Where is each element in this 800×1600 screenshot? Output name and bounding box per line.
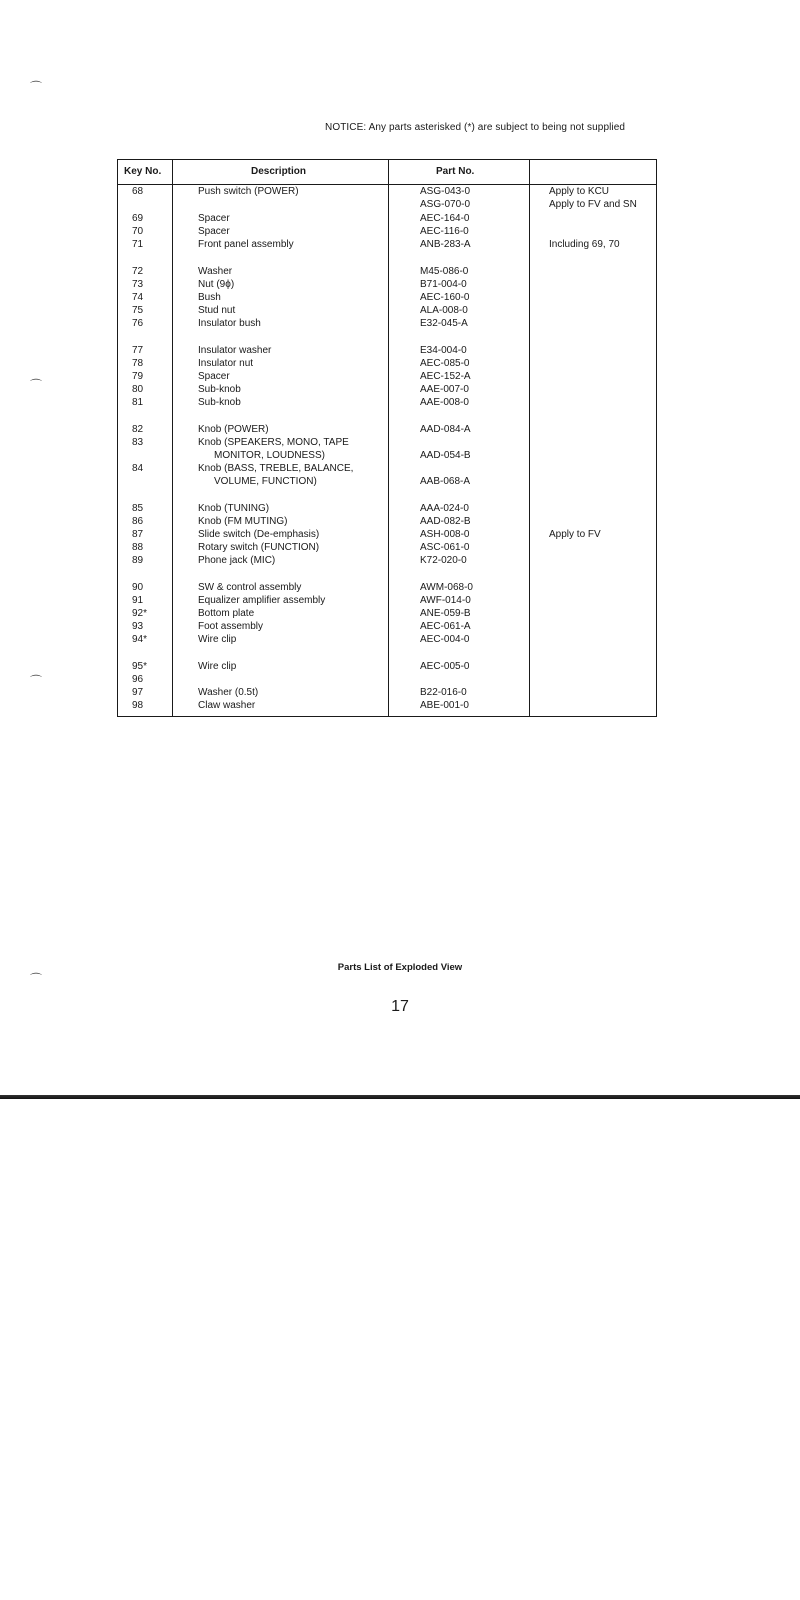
table-row xyxy=(118,357,656,370)
row-description: Claw washer xyxy=(198,700,256,711)
row-description: VOLUME, FUNCTION) xyxy=(214,476,317,487)
row-key-no: 84 xyxy=(132,463,144,474)
row-key-no: 83 xyxy=(132,437,144,448)
row-part-no: ASG-070-0 xyxy=(420,199,471,210)
scan-mark: ⌒ xyxy=(30,378,43,392)
row-description: Phone jack (MIC) xyxy=(198,555,276,566)
row-description: Insulator washer xyxy=(198,345,272,356)
row-remark: Apply to FV xyxy=(549,529,601,540)
table-row xyxy=(118,185,656,198)
row-part-no: AAD-082-B xyxy=(420,516,471,527)
table-row xyxy=(118,383,656,396)
row-part-no: AAE-008-0 xyxy=(420,397,469,408)
row-part-no: AWF-014-0 xyxy=(420,595,471,606)
row-description: Spacer xyxy=(198,226,230,237)
row-part-no: E32-045-A xyxy=(420,318,468,329)
row-description: Knob (POWER) xyxy=(198,424,269,435)
row-key-no: 98 xyxy=(132,700,144,711)
row-key-no: 75 xyxy=(132,305,144,316)
table-row xyxy=(118,660,656,673)
table-row xyxy=(118,370,656,383)
row-key-no: 76 xyxy=(132,318,144,329)
table-row xyxy=(118,541,656,554)
page-bottom-rule xyxy=(0,1095,800,1099)
row-key-no: 81 xyxy=(132,397,144,408)
row-remark: Apply to FV and SN xyxy=(549,199,637,210)
row-description: Wire clip xyxy=(198,634,237,645)
row-part-no: B71-004-0 xyxy=(420,279,467,290)
table-row xyxy=(118,607,656,620)
row-key-no: 93 xyxy=(132,621,144,632)
row-key-no: 90 xyxy=(132,582,144,593)
page-number: 17 xyxy=(391,998,409,1015)
table-row xyxy=(118,238,656,251)
table-row xyxy=(118,225,656,238)
row-key-no: 85 xyxy=(132,503,144,514)
table-row xyxy=(118,581,656,594)
table-row xyxy=(118,515,656,528)
row-part-no: AEC-152-A xyxy=(420,371,471,382)
row-description: Slide switch (De-emphasis) xyxy=(198,529,320,540)
row-key-no: 73 xyxy=(132,279,144,290)
table-row xyxy=(118,423,656,436)
row-part-no: K72-020-0 xyxy=(420,555,467,566)
table-row xyxy=(118,502,656,515)
row-part-no: AEC-160-0 xyxy=(420,292,470,303)
table-row xyxy=(118,449,656,462)
row-description: Knob (SPEAKERS, MONO, TAPE xyxy=(198,437,349,448)
row-description: Sub-knob xyxy=(198,397,241,408)
header-key: Key No. xyxy=(124,166,162,177)
table-row xyxy=(118,699,656,712)
scan-mark: ⌒ xyxy=(30,972,43,986)
table-row xyxy=(118,594,656,607)
row-description: SW & control assembly xyxy=(198,582,302,593)
row-key-no: 96 xyxy=(132,674,144,685)
row-description: Knob (FM MUTING) xyxy=(198,516,288,527)
row-description: Bush xyxy=(198,292,221,303)
row-key-no: 91 xyxy=(132,595,144,606)
table-row xyxy=(118,462,656,475)
row-part-no: AEC-116-0 xyxy=(420,226,469,237)
row-remark: Apply to KCU xyxy=(549,186,610,197)
row-part-no: E34-004-0 xyxy=(420,345,467,356)
row-key-no: 72 xyxy=(132,266,144,277)
table-row xyxy=(118,436,656,449)
row-part-no: AAE-007-0 xyxy=(420,384,469,395)
caption: Parts List of Exploded View xyxy=(337,962,463,973)
row-part-no: AWM-068-0 xyxy=(420,582,473,593)
row-description: Insulator nut xyxy=(198,358,254,369)
row-part-no: AAD-054-B xyxy=(420,450,471,461)
row-part-no: AEC-061-A xyxy=(420,621,471,632)
row-part-no: AEC-164-0 xyxy=(420,213,470,224)
table-row xyxy=(118,278,656,291)
table-row xyxy=(118,317,656,330)
row-description: Spacer xyxy=(198,213,230,224)
row-key-no: 86 xyxy=(132,516,144,527)
table-row xyxy=(118,620,656,633)
row-part-no: AEC-004-0 xyxy=(420,634,470,645)
row-key-no: 82 xyxy=(132,424,144,435)
row-description: Equalizer amplifier assembly xyxy=(198,595,326,606)
row-part-no: M45-086-0 xyxy=(420,266,469,277)
row-part-no: AAD-084-A xyxy=(420,424,471,435)
row-part-no: ASH-008-0 xyxy=(420,529,470,540)
row-description: MONITOR, LOUDNESS) xyxy=(214,450,325,461)
row-part-no: AEC-005-0 xyxy=(420,661,470,672)
row-description: Insulator bush xyxy=(198,318,261,329)
row-part-no: ANB-283-A xyxy=(420,239,471,250)
row-description: Stud nut xyxy=(198,305,236,316)
row-description: Washer xyxy=(198,266,233,277)
scan-mark: ⌒ xyxy=(30,674,43,688)
table-row xyxy=(118,396,656,409)
row-key-no: 71 xyxy=(132,239,144,250)
row-key-no: 94* xyxy=(132,634,148,645)
row-key-no: 89 xyxy=(132,555,144,566)
row-description: Spacer xyxy=(198,371,230,382)
notice-text: NOTICE: Any parts asterisked (*) are subject to being not supplied xyxy=(325,122,626,133)
row-key-no: 74 xyxy=(132,292,144,303)
row-part-no: B22-016-0 xyxy=(420,687,467,698)
row-description: Front panel assembly xyxy=(198,239,294,250)
row-description: Knob (BASS, TREBLE, BALANCE, xyxy=(198,463,354,474)
row-description: Washer (0.5t) xyxy=(198,687,259,698)
row-description: Sub-knob xyxy=(198,384,241,395)
row-part-no: ASC-061-0 xyxy=(420,542,470,553)
row-description: Knob (TUNING) xyxy=(198,503,270,514)
row-description: Push switch (POWER) xyxy=(198,186,299,197)
row-description: Nut (9ϕ) xyxy=(198,279,235,290)
parts-table xyxy=(117,159,657,717)
table-row xyxy=(118,198,656,211)
row-key-no: 95* xyxy=(132,661,148,672)
row-part-no: AAB-068-A xyxy=(420,476,471,487)
table-row xyxy=(118,686,656,699)
table-row xyxy=(118,304,656,317)
table-row xyxy=(118,344,656,357)
table-row xyxy=(118,265,656,278)
row-key-no: 77 xyxy=(132,345,144,356)
row-description: Wire clip xyxy=(198,661,237,672)
scan-mark: ⌒ xyxy=(30,80,43,94)
row-part-no: ALA-008-0 xyxy=(420,305,468,316)
row-description: Bottom plate xyxy=(198,608,255,619)
header-part-no: Part No. xyxy=(436,166,475,177)
header-description: Description xyxy=(251,166,307,177)
row-description: Foot assembly xyxy=(198,621,264,632)
table-row xyxy=(118,633,656,646)
row-description: Rotary switch (FUNCTION) xyxy=(198,542,320,553)
row-part-no: AAA-024-0 xyxy=(420,503,469,514)
row-key-no: 79 xyxy=(132,371,144,382)
table-row xyxy=(118,528,656,541)
row-key-no: 78 xyxy=(132,358,144,369)
row-key-no: 69 xyxy=(132,213,144,224)
table-row xyxy=(118,475,656,488)
row-part-no: ASG-043-0 xyxy=(420,186,471,197)
row-part-no: AEC-085-0 xyxy=(420,358,470,369)
row-key-no: 87 xyxy=(132,529,144,540)
row-part-no: ABE-001-0 xyxy=(420,700,469,711)
table-row xyxy=(118,673,656,686)
row-key-no: 88 xyxy=(132,542,144,553)
row-part-no: ANE-059-B xyxy=(420,608,471,619)
row-key-no: 68 xyxy=(132,186,144,197)
table-row xyxy=(118,554,656,567)
row-remark: Including 69, 70 xyxy=(549,239,620,250)
table-row xyxy=(118,291,656,304)
table-row xyxy=(118,212,656,225)
row-key-no: 97 xyxy=(132,687,144,698)
row-key-no: 80 xyxy=(132,384,144,395)
row-key-no: 70 xyxy=(132,226,144,237)
row-key-no: 92* xyxy=(132,608,148,619)
